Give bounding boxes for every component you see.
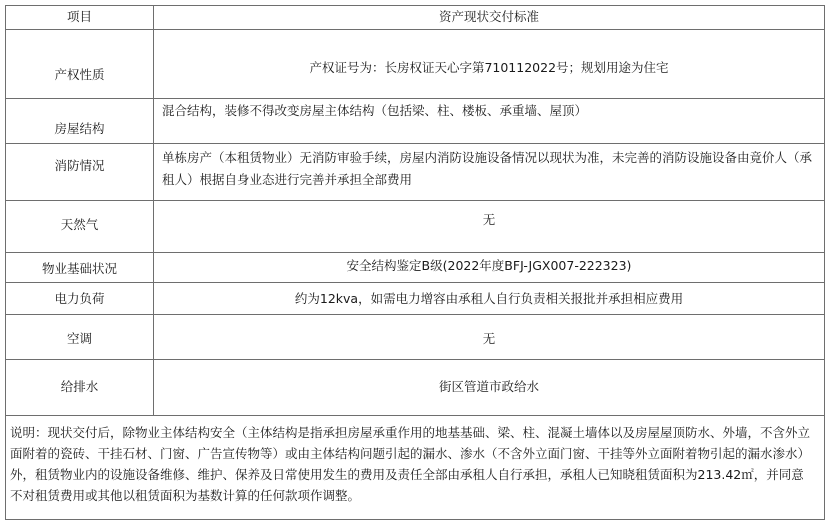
table-header-row — [6, 6, 824, 30]
row-label: 消防情况 — [54, 158, 105, 173]
asset-delivery-table — [5, 5, 825, 520]
row-label-cell — [6, 99, 154, 143]
header-item-label: 项目 — [66, 9, 92, 24]
row-label-cell — [6, 144, 154, 200]
row-label-cell — [6, 201, 154, 252]
row-value-cell — [154, 360, 824, 415]
row-label-cell — [6, 360, 154, 415]
row-value: 单栋房产（本租赁物业）无消防审验手续，房屋内消防设施设备情况以现状为准，未完善的消防设施设备由竟价人（承租人）根据自身业态进行完善并承担全部费用 — [162, 150, 813, 187]
row-value: 产权证号为：长房权证天心字第710112022号；规划用途为住宅 — [309, 60, 669, 75]
header-cell-item — [6, 6, 154, 29]
note-row — [6, 416, 824, 519]
table-row — [6, 283, 824, 315]
table-row — [6, 144, 824, 201]
table-row — [6, 360, 824, 416]
table-row — [6, 99, 824, 144]
table-row — [6, 201, 824, 253]
row-value-cell — [154, 201, 824, 252]
table-row — [6, 253, 824, 283]
row-label: 给排水 — [60, 379, 99, 394]
header-standard-label: 资产现状交付标准 — [438, 9, 539, 24]
row-label: 房屋结构 — [54, 121, 105, 136]
row-value-cell — [154, 253, 824, 282]
row-label: 物业基础状况 — [41, 261, 117, 276]
row-value-cell — [154, 99, 824, 143]
row-label-cell — [6, 315, 154, 359]
row-value: 混合结构，装修不得改变房屋主体结构（包括梁、柱、楼板、承重墙、屋顶） — [162, 103, 588, 118]
header-cell-standard — [154, 6, 824, 29]
row-value-cell — [154, 283, 824, 314]
delivery-note: 说明：现状交付后，除物业主体结构安全（主体结构是指承担房屋承重作用的地基基础、梁、柱、混凝土墙体以及房屋屋顶防水、外墙，不含外立面附着的瓷砖、干挂石材、门窗、广告宣传物等）或由主体结构问题引起的漏水、渗水（不含外立面门窗、干挂等外立面附着物引起的漏水渗水）外，租赁物业内的设施设备维修、维护、保养及日常使用发生的费用及责任全部由承租人自行承担，承租人已知晓租赁面积为213.42㎡，并同意不对租赁费用或其他以租赁面积为基数计算的任何款项作调整。 — [10, 425, 811, 503]
row-label-cell — [6, 253, 154, 282]
row-label: 天然气 — [60, 217, 99, 232]
row-label: 产权性质 — [54, 67, 105, 82]
row-value: 安全结构鉴定B级(2022年度BFJ-JGX007-222323) — [346, 258, 632, 273]
row-value: 约为12kva，如需电力增容由承租人自行负责相关报批并承担相应费用 — [294, 291, 684, 306]
row-value: 街区管道市政给水 — [438, 379, 539, 394]
row-label: 空调 — [66, 331, 92, 346]
row-label-cell — [6, 30, 154, 98]
table-row — [6, 315, 824, 360]
row-value-cell — [154, 144, 824, 200]
table-row — [6, 30, 824, 99]
row-label: 电力负荷 — [54, 291, 105, 306]
row-value-cell — [154, 315, 824, 359]
row-label-cell — [6, 283, 154, 314]
row-value-cell — [154, 30, 824, 98]
row-value: 无 — [482, 212, 496, 227]
row-value: 无 — [482, 331, 496, 346]
